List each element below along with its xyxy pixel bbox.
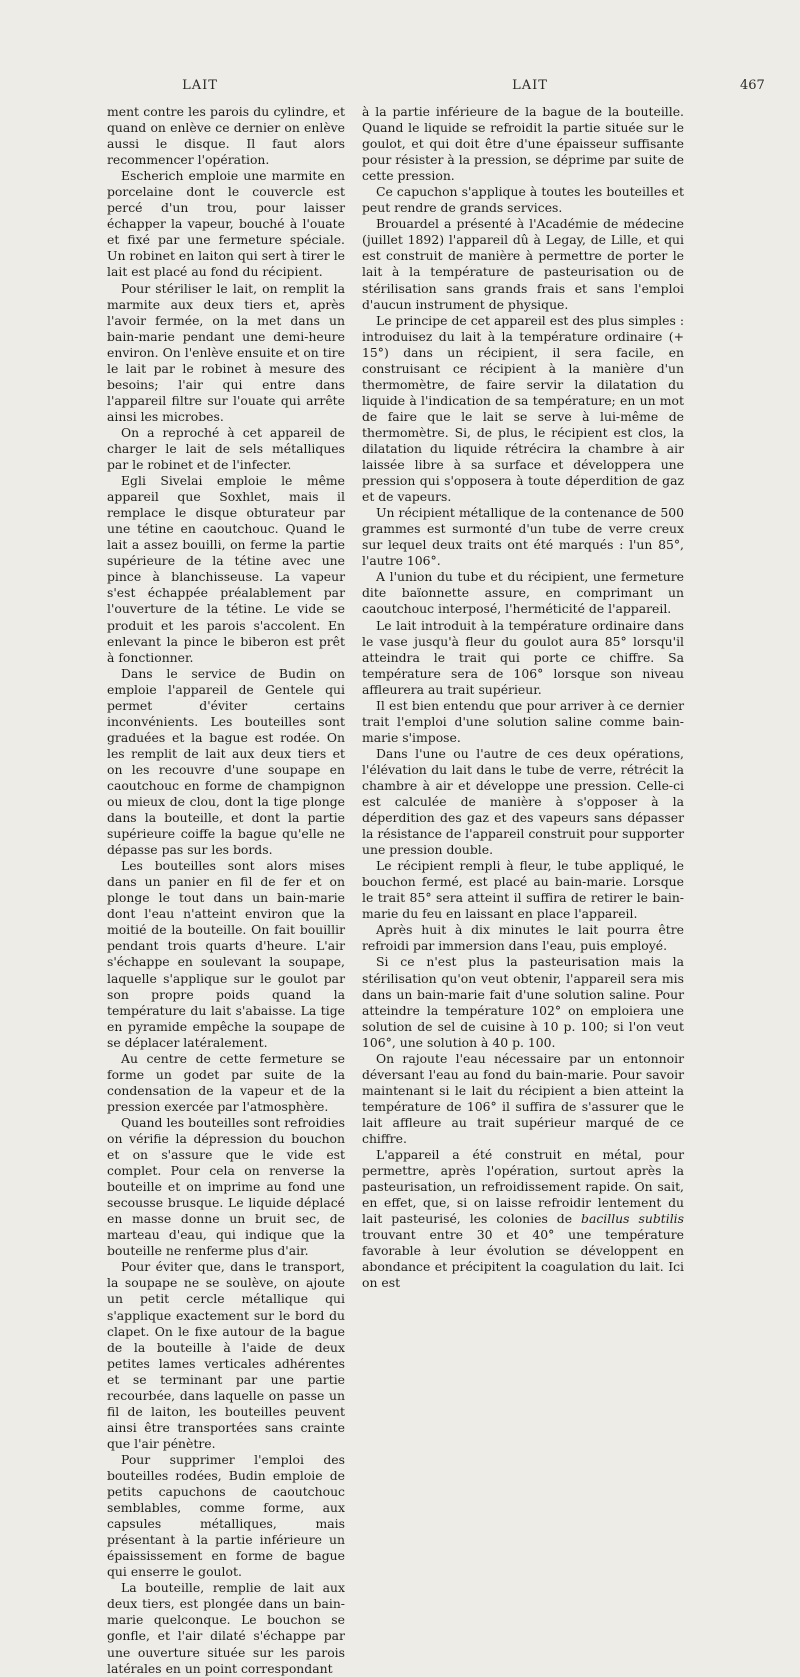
paragraph: à la partie inférieure de la bague de la bouteille. Quand le liquide se refroidit la partie située sur le goulot, et qui doit être d'une épaisseur suffisante pour résister à la pression, se déprime par suite de cette pression.: [362, 104, 684, 184]
paragraph: Si ce n'est plus la pasteurisation mais la stérilisation qu'on veut obtenir, l'appareil sera mis dans un bain-marie fait d'une solution saline. Pour atteindre la température 102° on emploiera une solution de sel de cuisine à 10 p. 100; si l'on veut 106°, une solution à 40 p. 100.: [362, 954, 684, 1050]
paragraph: Un récipient métallique de la contenance de 500 grammes est surmonté d'un tube de verre creux sur lequel deux traits ont été marqués : l'un 85°, l'autre 106°.: [362, 505, 684, 569]
paragraph: Dans l'une ou l'autre de ces deux opérations, l'élévation du lait dans le tube de verre, rétrécit la chambre à air et développe une pression. Celle-ci est calculée de manière à s'opposer à la déperdition des gaz et des vapeurs sans dépasser la résistance de l'appareil construit pour supporter une pression double.: [362, 745, 684, 858]
paragraph: Pour éviter que, dans le transport, la soupape ne se soulève, on ajoute un petit cercle métallique qui s'applique exactement sur le bord du clapet. On le fixe autour de la bague de la bouteille à l'aide de deux petites lames verticales adhérentes et se terminant par une partie recourbée, dans laquelle on passe un fil de laiton, les bouteilles peuvent ainsi être transportées sans crainte que l'air pénètre.: [107, 1259, 345, 1451]
paragraph: Escherich emploie une marmite en porcelaine dont le couvercle est percé d'un trou, pour laisser échapper la vapeur, bouché à l'ouate et fixé par une fermeture spéciale. Un robinet en laiton qui sert à tirer le lait est placé au fond du récipient.: [107, 168, 345, 280]
paragraph: Le lait introduit à la température ordinaire dans le vase jusqu'à fleur du goulot aura 85° lorsqu'il atteindra le trait qui porte ce chiffre. Sa température sera de 106° lorsque son niveau affleurera au trait supérieur.: [362, 617, 684, 697]
right-column: [362, 104, 684, 1291]
paragraph: Ce capuchon s'applique à toutes les bouteilles et peut rendre de grands services.: [362, 184, 684, 216]
left-column: [107, 104, 345, 1677]
paragraph-text: L'appareil a été construit en métal, pour permettre, après l'opération, surtout après la pasteurisation, un refroidissement rapide. On sait, en effet, que, si on laisse refroidir lentement du lait pasteurisé, les colonies de: [362, 1147, 684, 1227]
paragraph: [362, 1147, 684, 1291]
paragraph: Brouardel a présenté à l'Académie de médecine (juillet 1892) l'appareil dû à Legay, de Lille, et qui est construit de manière à permettre de porter le lait à la température de pasteurisation ou de stérilisation sans grands frais et sans l'emploi d'aucun instrument de physique.: [362, 216, 684, 312]
paragraph: Pour supprimer l'emploi des bouteilles rodées, Budin emploie de petits capuchons de caoutchouc semblables, comme forme, aux capsules métalliques, mais présentant à la partie inférieure un épaississement en forme de bague qui enserre le goulot.: [107, 1451, 345, 1580]
page-number: 467: [740, 78, 765, 93]
running-head-left: LAIT: [182, 78, 218, 93]
paragraph-text: trouvant entre 30 et 40° une température favorable à leur évolution se développent en abondance et précipitent la coagulation du lait. Ici on est: [362, 1227, 684, 1291]
paragraph: Dans le service de Budin on emploie l'appareil de Gentele qui permet d'éviter certains inconvénients. Les bouteilles sont graduées et la bague est rodée. On les remplit de lait aux deux tiers et on les recouvre d'une soupape en caoutchouc en forme de champignon ou mieux de clou, dont la tige plonge dans la bouteille, et dont la partie supérieure coiffe la bague qu'elle ne dépasse pas sur les bords.: [107, 665, 345, 858]
paragraph: Il est bien entendu que pour arriver à ce dernier trait l'emploi d'une solution saline comme bain-marie s'impose.: [362, 697, 684, 745]
paragraph: Quand les bouteilles sont refroidies on vérifie la dépression du bouchon et on s'assure que le vide est complet. Pour cela on renverse la bouteille et on imprime au fond une secousse brusque. Le liquide déplacé en masse donne un bruit sec, de marteau d'eau, qui indique que la bouteille ne renferme plus d'air.: [107, 1114, 345, 1259]
paragraph: A l'union du tube et du récipient, une fermeture dite baïonnette assure, en comprimant un caoutchouc interposé, l'herméticité de l'appareil.: [362, 569, 684, 617]
paragraph: Après huit à dix minutes le lait pourra être refroidi par immersion dans l'eau, puis employé.: [362, 922, 684, 954]
species-name: bacillus subtilis: [581, 1211, 684, 1227]
paragraph: Le principe de cet appareil est des plus simples : introduisez du lait à la température ordinaire (+ 15°) dans un récipient, il sera facile, en construisant ce récipient à la manière d'un thermomètre, de faire servir la dilatation du liquide à l'indication de sa température; en un mot de faire que le lait se serve à lui-même de thermomètre. Si, de plus, le récipient est clos, la dilatation du liquide rétrécira la chambre à air laissée libre à sa surface et développera une pression qui s'opposera à toute déperdition de gaz et de vapeurs.: [362, 312, 684, 505]
paragraph: La bouteille, remplie de lait aux deux tiers, est plongée dans un bain-marie quelconque. Le bouchon se gonfle, et l'air dilaté s'échappe par une ouverture située sur les parois latérales en un point correspondant: [107, 1580, 345, 1676]
paragraph: On a reproché à cet appareil de charger le lait de sels métalliques par le robinet et de l'infecter.: [107, 424, 345, 473]
paragraph: Le récipient rempli à fleur, le tube appliqué, le bouchon fermé, est placé au bain-marie. Lorsque le trait 85° sera atteint il suffira de retirer le bain-marie du feu en laissant en place l'appareil.: [362, 858, 684, 922]
paragraph: Au centre de cette fermeture se forme un godet par suite de la condensation de la vapeur et de la pression exercée par l'atmosphère.: [107, 1050, 345, 1114]
paragraph: On rajoute l'eau nécessaire par un entonnoir déversant l'eau au fond du bain-marie. Pour savoir maintenant si le lait du récipient a bien atteint la température de 106° il suffira de s'assurer que le lait affleure au trait supérieur marqué de ce chiffre.: [362, 1050, 684, 1146]
running-head-right: LAIT: [512, 78, 548, 93]
paragraph: Pour stériliser le lait, on remplit la marmite aux deux tiers et, après l'avoir fermée, on la met dans un bain-marie pendant une demi-heure environ. On l'enlève ensuite et on tire le lait par le robinet à mesure des besoins; l'air qui entre dans l'appareil filtre sur l'ouate qui arrête ainsi les microbes.: [107, 280, 345, 424]
paragraph: ment contre les parois du cylindre, et quand on enlève ce dernier on enlève aussi le disque. Il faut alors recommencer l'opération.: [107, 104, 345, 168]
paragraph: Egli Sivelai emploie le même appareil que Soxhlet, mais il remplace le disque obturateur par une tétine en caoutchouc. Quand le lait a assez bouilli, on ferme la partie supérieure de la tétine avec une pince à blanchisseuse. La vapeur s'est échappée préalablement par l'ouverture de la tétine. Le vide se produit et les parois s'accolent. En enlevant la pince le biberon est prêt à fonctionner.: [107, 473, 345, 665]
paragraph: Les bouteilles sont alors mises dans un panier en fil de fer et on plonge le tout dans un bain-marie dont l'eau n'atteint environ que la moitié de la bouteille. On fait bouillir pendant trois quarts d'heure. L'air s'échappe en soulevant la soupape, laquelle s'applique sur le goulot par son propre poids quand la température du lait s'abaisse. La tige en pyramide empêche la soupape de se déplacer latéralement.: [107, 858, 345, 1050]
